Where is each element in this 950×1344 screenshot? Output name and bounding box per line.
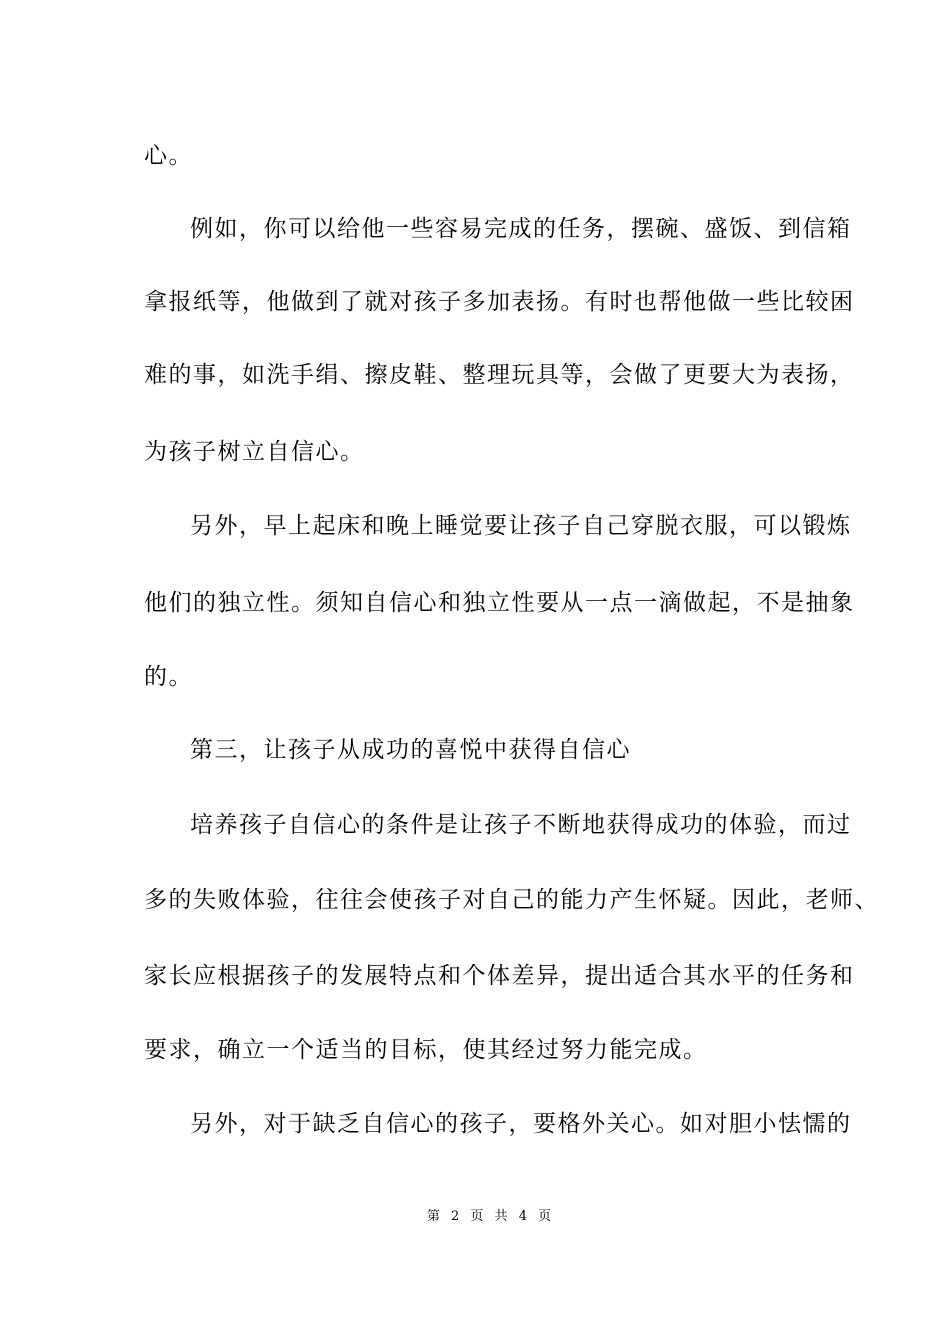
text-line: 要求，确立一个适当的目标，使其经过努力能完成。 xyxy=(144,1037,708,1063)
text-line: 多的失败体验，往往会使孩子对自己的能力产生怀疑。因此，老师、 xyxy=(144,887,879,913)
text-line: 家长应根据孩子的发展特点和个体差异，提出适合其水平的任务和 xyxy=(144,963,855,989)
text-line: 心。 xyxy=(144,143,193,169)
section-heading: 第三，让孩子从成功的喜悦中获得自信心 xyxy=(190,737,631,763)
text-line: 他们的独立性。须知自信心和独立性要从一点一滴做起，不是抽象 xyxy=(144,590,855,616)
paragraph-line: 例如，你可以给他一些容易完成的任务，摆碗、盛饭、到信箱 xyxy=(190,216,852,242)
text-line: 难的事，如洗手绢、擦皮鞋、整理玩具等，会做了更要大为表扬， xyxy=(144,362,855,388)
paragraph-line: 另外，早上起床和晚上睡觉要让孩子自己穿脱衣服，可以锻炼 xyxy=(190,513,852,539)
text-line: 的。 xyxy=(144,664,193,690)
text-line: 拿报纸等，他做到了就对孩子多加表扬。有时也帮他做一些比较困 xyxy=(144,289,855,315)
page-footer: 第 2 页 共 4 页 xyxy=(426,1209,554,1224)
paragraph-line: 培养孩子自信心的条件是让孩子不断地获得成功的体验，而过 xyxy=(190,812,852,838)
paragraph-line: 另外，对于缺乏自信心的孩子，要格外关心。如对胆小怯懦的 xyxy=(190,1111,852,1137)
text-line: 为孩子树立自信心。 xyxy=(144,439,365,465)
